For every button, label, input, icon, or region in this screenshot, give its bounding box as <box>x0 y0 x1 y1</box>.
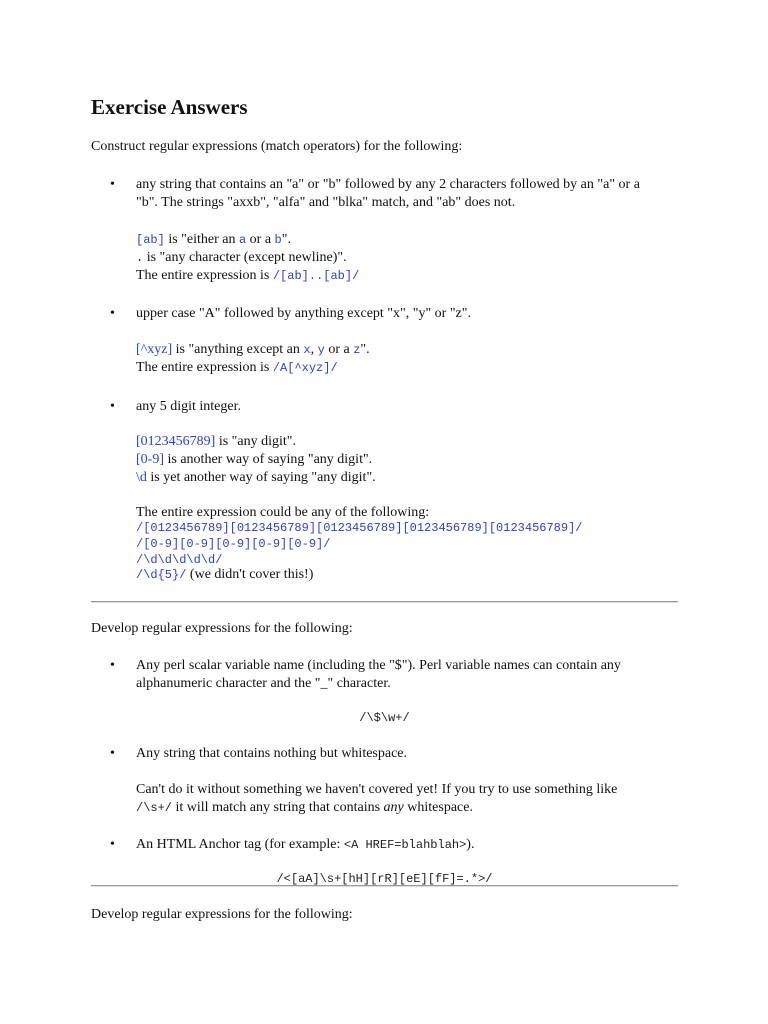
code-snippet: [^xyz] <box>136 342 173 357</box>
code-snippet: [ab] <box>136 233 165 247</box>
plain-text: is "either an <box>164 232 239 247</box>
bullet-icon: • <box>110 399 115 414</box>
plain-text: is another way of saying "any digit". <box>164 452 373 467</box>
plain-text: whitespace. <box>403 800 473 815</box>
horizontal-divider <box>91 601 678 603</box>
s1-item3-explain-line1 <box>136 433 296 451</box>
code-snippet: /[ab]..[ab]/ <box>272 269 360 283</box>
bullet-icon: • <box>110 177 115 192</box>
bullet-icon: • <box>110 837 115 852</box>
plain-text: The entire expression is <box>136 360 273 375</box>
s1-item3-expr4 <box>136 566 313 584</box>
s2-item2-para-line2 <box>136 799 473 817</box>
plain-text: , <box>310 342 318 357</box>
plain-text: or a <box>246 232 275 247</box>
code-snippet: /\s+/ <box>136 801 173 815</box>
section3-intro: Develop regular expressions for the following: <box>91 907 353 922</box>
code-snippet: y <box>317 343 325 357</box>
s1-item2-explain-line2 <box>136 359 338 377</box>
s1-item1-text-line1: any string that contains an "a" or "b" followed by any 2 characters followed by an "a" or a <box>136 177 640 192</box>
section2-intro: Develop regular expressions for the following: <box>91 621 353 636</box>
plain-text: (we didn't cover this!) <box>186 567 314 582</box>
s1-item3-text: any 5 digit integer. <box>136 399 241 414</box>
s1-item3-explain-line4: The entire expression could be any of the following: <box>136 505 430 520</box>
code-snippet: . <box>136 251 144 265</box>
plain-text: is yet another way of saying "any digit". <box>146 470 376 485</box>
code-snippet: b <box>274 233 282 247</box>
s2-item2-para-line1: Can't do it without something we haven't covered yet! If you try to use something like <box>136 782 618 797</box>
emphasis-text: any <box>383 800 404 815</box>
s2-item3-answer: /<[aA]\s+[hH][rR][eE][fF]=.*>/ <box>276 872 493 886</box>
plain-text: The entire expression is <box>136 268 273 283</box>
code-snippet: x <box>303 343 311 357</box>
page-title: Exercise Answers <box>91 95 248 119</box>
plain-text: ". <box>281 232 291 247</box>
code-snippet: \d <box>136 470 147 485</box>
bullet-icon: • <box>110 746 115 761</box>
s2-item1-text-line2: alphanumeric character and the "_" character. <box>136 676 391 691</box>
s1-item2-explain-line1 <box>136 341 370 359</box>
plain-text: ". <box>360 342 370 357</box>
plain-text: An HTML Anchor tag (for example: <box>136 837 344 852</box>
s2-item1-text-line1: Any perl scalar variable name (including the "$"). Perl variable names can contain any <box>136 658 621 673</box>
s1-item3-explain-line2 <box>136 451 372 469</box>
s1-item1-explain-line3 <box>136 267 359 285</box>
section1-intro: Construct regular expressions (match operators) for the following: <box>91 139 463 154</box>
plain-text: ). <box>466 837 475 852</box>
plain-text: is "any digit". <box>215 434 296 449</box>
s1-item1-text-line2: "b". The strings "axxb", "alfa" and "blka" match, and "ab" does not. <box>136 195 516 210</box>
code-snippet: /\d{5}/ <box>136 568 187 582</box>
bullet-icon: • <box>110 306 115 321</box>
plain-text: or a <box>324 342 354 357</box>
s1-item1-explain-line1 <box>136 231 291 249</box>
s1-item3-expr2: /[0-9][0-9][0-9][0-9][0-9]/ <box>136 537 331 551</box>
s1-item1-explain-line2 <box>136 249 347 267</box>
code-snippet: a <box>238 233 247 247</box>
code-snippet: z <box>353 343 361 357</box>
plain-text: it will match any string that contains <box>172 800 384 815</box>
s2-item3-text <box>136 836 474 854</box>
horizontal-divider <box>91 885 678 887</box>
code-snippet: /A[^xyz]/ <box>272 361 338 375</box>
s2-item2-text: Any string that contains nothing but whitespace. <box>136 746 408 761</box>
code-snippet: [0123456789] <box>136 434 216 449</box>
plain-text: is "any character (except newline)". <box>143 250 347 265</box>
s1-item2-text: upper case "A" followed by anything except "x", "y" or "z". <box>136 306 471 321</box>
code-snippet: <A HREF=blahblah> <box>343 838 467 852</box>
plain-text: is "anything except an <box>172 342 304 357</box>
s1-item3-expr1: /[0123456789][0123456789][0123456789][0123456789][0123456789]/ <box>136 521 583 535</box>
bullet-icon: • <box>110 658 115 673</box>
s2-item1-answer: /\$\w+/ <box>359 711 410 725</box>
s1-item3-explain-line3 <box>136 469 376 487</box>
code-snippet: [0-9] <box>136 452 164 467</box>
s1-item3-expr3: /\d\d\d\d\d/ <box>136 553 223 567</box>
